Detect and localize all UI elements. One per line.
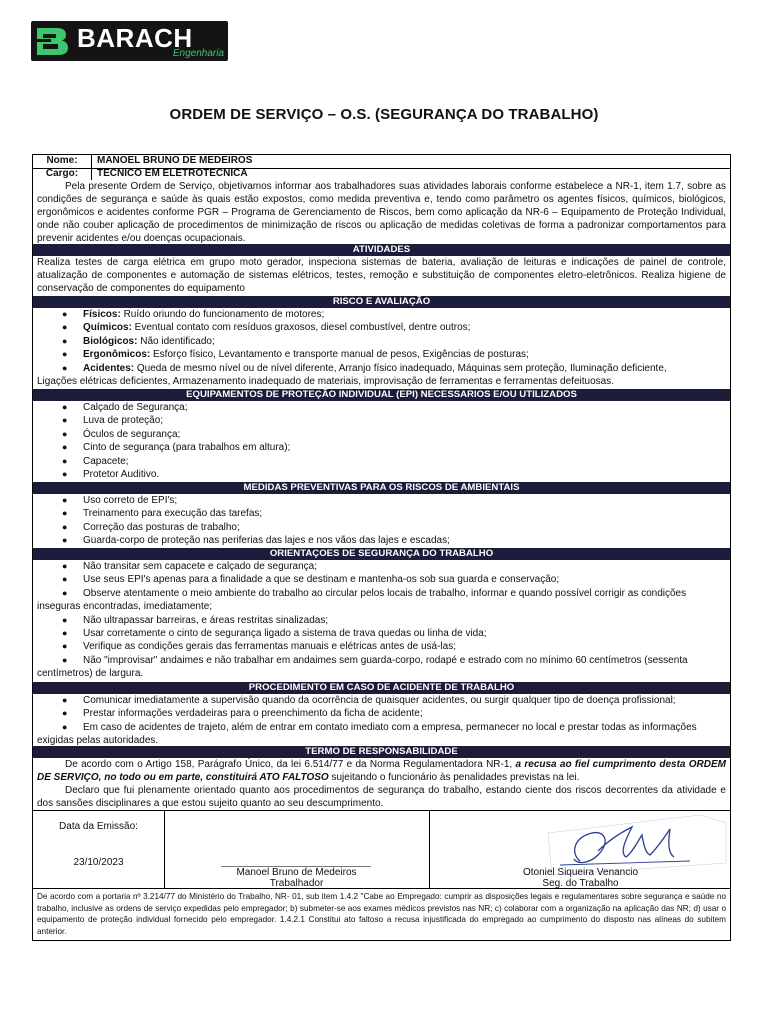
legal-footer-note: De acordo com a portaria nº 3.214/77 do Ministério do Trabalho, NR- 01, sub item 1.4.2 "Cabe ao Empregado: cumprir as disposições legais e regulamentares sobre segurança e saúde no trabalho, inclusive as ordens de serviço expedidas pelo empregador; b) submeter-se aos exames médicos previstos nas NR; c) colaborar com a organização na aplicação das NR; d) usar o equipamento de proteção individual fornecido pelo empregador. 1.4.2.1 Constitui ato faltoso a recusa injustificada do empregado ao cumprimento do disposto nas alíneas do subitem anterior. bbox=[37, 892, 726, 936]
bullet-icon: ● bbox=[62, 628, 68, 639]
bullet-icon: ● bbox=[62, 415, 68, 426]
risk-list bbox=[33, 308, 730, 388]
epi-list bbox=[33, 401, 730, 481]
list-item: ● Calçado de Segurança; bbox=[62, 402, 188, 413]
section-title-medidas: MEDIDAS PREVENTIVAS PARA OS RISCOS DE AMBIENTAIS bbox=[33, 482, 730, 494]
accident-procedure-list bbox=[33, 694, 730, 748]
list-item: ● Correção das posturas de trabalho; bbox=[62, 521, 240, 533]
list-item: ● Não transitar sem capacete e calçado de segurança; bbox=[62, 561, 318, 572]
list-item: ● Cinto de segurança (para trabalhos em altura); bbox=[62, 442, 291, 454]
list-item: ● Protetor Auditivo. bbox=[62, 469, 160, 481]
name-value: MANOEL BRUNO DE MEDEIROS bbox=[97, 155, 253, 166]
worker-role: Trabalhador bbox=[269, 878, 324, 889]
termo-paragraph-2: Declaro que fui plenamente orientado quanto aos procedimentos de segurança do trabalho, estando ciente dos riscos decorrentes da atividade e dos sansões disciplinares a que estou sujeito quanto ao seu descumprimento. bbox=[37, 785, 726, 810]
list-item: ● Treinamento para execução das tarefas; bbox=[62, 508, 263, 520]
section-title-risco: RISCO E AVALIAÇÃO bbox=[33, 296, 730, 308]
issue-date-value: 23/10/2023 bbox=[73, 857, 124, 868]
section-title-termo: TERMO DE RESPONSABILIDADE bbox=[33, 746, 730, 758]
logo-name: BARACH bbox=[77, 23, 193, 53]
list-item: ● Observe atentamente o meio ambiente do trabalho ao circular pelos locais de trabalho, informar e quando possível corrigir as condições inseguras encontradas, imediatamente; bbox=[37, 587, 687, 613]
bullet-icon: ● bbox=[62, 574, 68, 585]
list-item: ● Capacete; bbox=[62, 455, 129, 467]
bullet-icon: ● bbox=[62, 521, 68, 532]
bullet-icon: ● bbox=[62, 641, 68, 652]
section-title-atividades: ATIVIDADES bbox=[33, 244, 730, 256]
bullet-icon: ● bbox=[62, 654, 68, 665]
list-item: ● Usar corretamente o cinto de segurança ligado a sistema de trava quedas ou linha de vida; bbox=[62, 628, 487, 640]
service-order-form bbox=[32, 154, 731, 941]
role-value: TECNICO EM ELETROTECNICA bbox=[97, 168, 248, 179]
list-item: ● Não ultrapassar barreiras, e áreas restritas sinalizadas; bbox=[62, 614, 329, 626]
bullet-icon: ● bbox=[62, 495, 68, 505]
section-title-orientacoes: ORIENTAÇOES DE SEGURANÇA DO TRABALHO bbox=[33, 548, 730, 560]
list-item: ● Use seus EPI's apenas para a finalidade a que se destinam e mantenha-os sob sua guarda e conservação; bbox=[62, 574, 560, 586]
list-item: ● Não "improvisar" andaimes e não trabalhar em andaimes sem guarda-corpo, rodapé e estrado com no mínimo 60 centímetros (sessenta centímetros) de largura. bbox=[37, 654, 688, 680]
section-title-epi: EQUIPAMENTOS DE PROTEÇÃO INDIVIDUAL (EPI) NECESSARIOS E/OU UTILIZADOS bbox=[33, 389, 730, 401]
safety-signature-cell bbox=[429, 811, 731, 888]
list-item: ● Comunicar imediatamente a supervisão quando da ocorrência de quaisquer acidentes, ou surgir qualquer tipo de doença profissional; bbox=[62, 695, 676, 706]
safety-name: Otoniel Siqueira Venancio bbox=[522, 867, 639, 878]
list-item: ● Biológicos: Não identificado; bbox=[62, 335, 215, 347]
list-item: ● Ergonômicos: Esforço físico, Levantamento e transporte manual de pesos, Exigências de posturas; bbox=[62, 349, 529, 361]
bullet-icon: ● bbox=[62, 402, 68, 412]
bullet-icon: ● bbox=[62, 362, 68, 373]
section-title-procedimento: PROCEDIMENTO EM CASO DE ACIDENTE DE TRABALHO bbox=[33, 682, 730, 694]
list-item: ● Químicos: Eventual contato com resíduos graxosos, diesel combustível, dentre outros; bbox=[62, 322, 471, 334]
signature-area bbox=[33, 810, 730, 889]
list-item: ● Acidentes: Queda de mesmo nível ou de nível diferente, Arranjo físico inadequado, Máquinas sem proteção, Iluminação deficiente, Ligações elétricas deficientes, Armazenamento inadequado de materiais, improvisação de ferramentas e ferramentas defeituosas. bbox=[37, 362, 667, 388]
list-item: ● Em caso de acidentes de trajeto, além de entrar em contato imediato com a empresa, permanecer no local e prestar todas as informações exigidas pelas autoridades. bbox=[37, 721, 697, 747]
bullet-icon: ● bbox=[62, 708, 68, 719]
handwritten-signature-icon bbox=[540, 813, 730, 875]
bullet-icon: ● bbox=[62, 455, 68, 466]
company-logo bbox=[31, 21, 228, 61]
atividades-text: Realiza testes de carga elétrica em grupo moto gerador, inspeciona sistemas de bateria, avaliação de leituras e indicações de painel de controle, atualização de componentes e automação de sistemas elétricos, testes, remoção e substituição de componentes eletro-eletrônicos. Realiza higiene de conservação de componentes do equipamento bbox=[37, 257, 726, 295]
bullet-icon: ● bbox=[62, 508, 68, 519]
barach-b-mark-icon bbox=[35, 25, 71, 57]
name-label: Nome: bbox=[33, 155, 92, 168]
bullet-icon: ● bbox=[62, 695, 68, 705]
bullet-icon: ● bbox=[62, 442, 68, 453]
bullet-icon: ● bbox=[62, 428, 68, 439]
safety-role: Seg. do Trabalho bbox=[542, 878, 619, 889]
bullet-icon: ● bbox=[62, 349, 68, 360]
termo-paragraph-1: De acordo com o Artigo 158, Parágrafo Único, da lei 6.514/77 e da Norma Regulamentadora NR-1, a recusa ao fiel cumprimento desta ORDEM DE SERVIÇO, no todo ou em parte, constituirá ATO FALTOSO sujeitando o funcionário às penalidades previstas na lei. bbox=[37, 759, 726, 784]
preventive-measures-list bbox=[33, 494, 730, 548]
worker-name: Manoel Bruno de Medeiros bbox=[236, 867, 357, 878]
list-item: ● Verifique as condições gerais das ferramentas manuais e elétricas antes de usá-las; bbox=[62, 641, 456, 653]
bullet-icon: ● bbox=[62, 335, 68, 346]
name-row bbox=[33, 155, 730, 169]
bullet-icon: ● bbox=[62, 309, 68, 319]
issue-date-cell bbox=[33, 811, 165, 888]
bullet-icon: ● bbox=[62, 587, 68, 598]
list-item: ● Prestar informações verdadeiras para o preenchimento da ficha de acidente; bbox=[62, 708, 423, 720]
role-label: Cargo: bbox=[33, 168, 92, 180]
list-item: ● Guarda-corpo de proteção nas periferias das lajes e nos vãos das lajes e escadas; bbox=[62, 535, 450, 547]
bullet-icon: ● bbox=[62, 614, 68, 625]
role-row bbox=[33, 168, 730, 180]
intro-paragraph: Pela presente Ordem de Serviço, objetivamos informar aos trabalhadores suas atividades laborais conforme estabelece a NR-1, item 1.7, sobre as condições de segurança e saúde às quais estão expostos, como medida preventiva e, tendo como parâmetro os agentes físicos, químicos, biológicos, ergonômicos e acidentes conforme PGR – Programa de Gerenciamento de Riscos, bem como aplicação da NR-6 – Equipamento de Proteção Individual, onde não couber aplicação de procedimentos de minimização de riscos ou aplicação de medidas coletivas de forma a padronizar comportamentos para prevenir acidentes e/ou doenças ocupacionais. bbox=[37, 181, 726, 245]
bullet-icon: ● bbox=[62, 535, 68, 546]
list-item: ● Físicos: Ruído oriundo do funcionamento de motores; bbox=[62, 309, 325, 320]
list-item: ● Uso correto de EPI's; bbox=[62, 495, 178, 506]
bullet-icon: ● bbox=[62, 322, 68, 333]
bullet-icon: ● bbox=[62, 561, 68, 571]
document-title: ORDEM DE SERVIÇO – O.S. (SEGURANÇA DO TRABALHO) bbox=[169, 106, 599, 123]
issue-date-label: Data da Emissão: bbox=[59, 821, 138, 832]
safety-guidelines-list bbox=[33, 560, 730, 681]
list-item: ● Óculos de segurança; bbox=[62, 428, 181, 440]
bullet-icon: ● bbox=[62, 721, 68, 732]
list-item: ● Luva de proteção; bbox=[62, 415, 164, 427]
bullet-icon: ● bbox=[62, 469, 68, 480]
logo-subtitle: Engenharia bbox=[172, 48, 224, 59]
